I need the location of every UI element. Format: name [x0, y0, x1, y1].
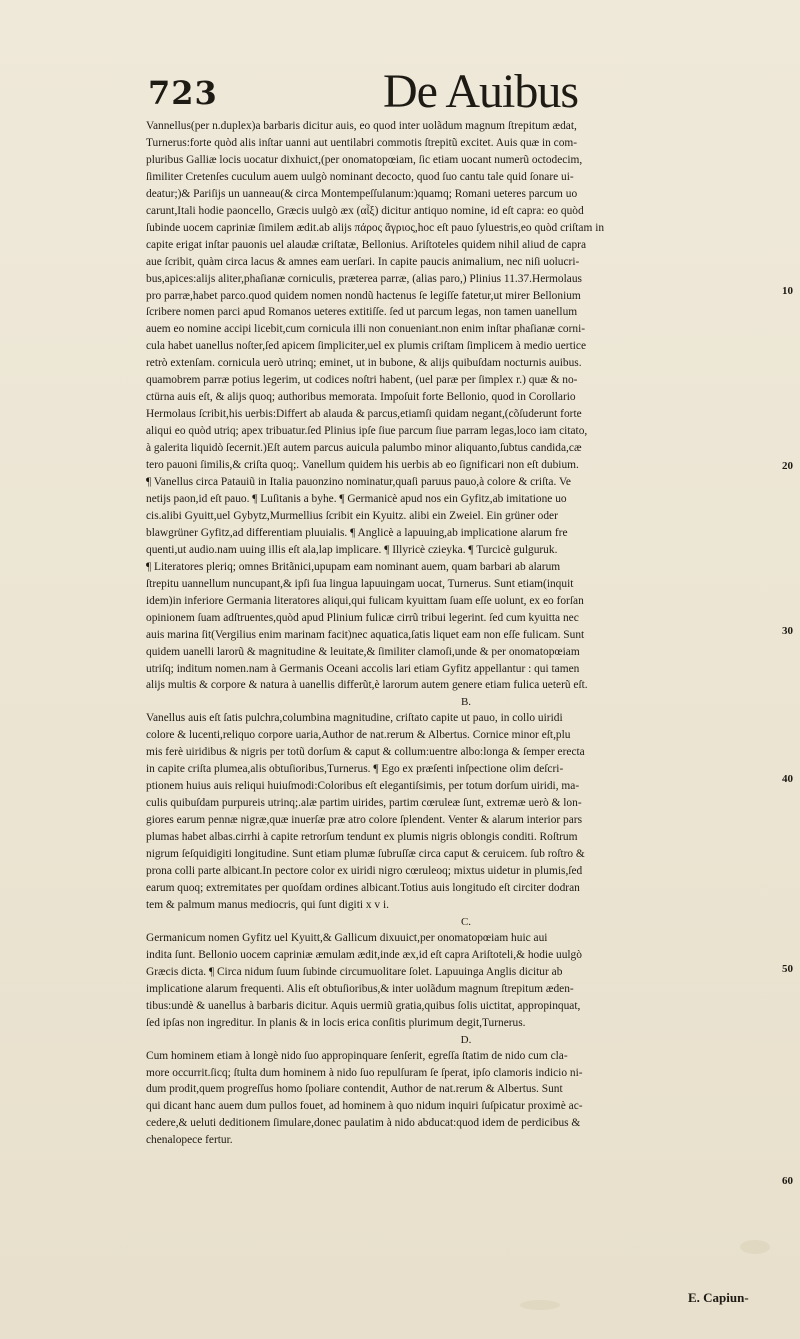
- paragraph-a-line: quidem uanelli larorũ & magnitudine & leuitate,& ſimiliter clamoſi,unde & per onomatopœiam: [146, 645, 580, 658]
- paper-stain: [740, 1240, 770, 1254]
- paragraph-a-line: pro parræ,habet parco.quod quidem nomen nondũ hactenus ſe legiſſe fatetur,ut mirer Bellonium: [146, 289, 581, 302]
- paragraph-a-line: ſubinde uocem capriniæ ſimilem ædit.ab alijs πάρος ἄγριος,hoc eſt pauo ſyluestris,eo quòd criſtam in: [146, 221, 605, 234]
- section-mark-c: C.: [460, 915, 472, 928]
- paragraph-b-line: colore & lucenti,reliquo corpore uaria,Author de nat.rerum & Albertus. Cornice minor eſt,plu: [146, 729, 571, 742]
- paragraph-b-line: prona colli parte albicant.In pectore color ex uiridi nigro cœruleoq; mixtus uidetur in plumis,ſed: [146, 864, 583, 877]
- paragraph-c-line: indita ſunt. Bellonio uocem capriniæ æmulam ædit,inde æx,id eſt capra Ariſtoteli,& hodie uulgò: [146, 948, 582, 961]
- paragraph-b-line: plumas habet albas.cirrhi à capite retrorſum tendunt ex plumis nigris oblongis conditi. Roſtrum: [146, 831, 578, 844]
- page-number: 723: [148, 74, 218, 112]
- paragraph-b-line: mis ferè uiridibus & nigris per totũ dorſum & caput & collum:uentre albo:longa & ſemper erecta: [146, 746, 585, 759]
- paragraph-a-line: ¶ Literatores pleriq; omnes Britãnici,upupam eam nominant auem, quam barbari ab alarum: [146, 560, 561, 573]
- margin-number: 10: [782, 285, 793, 297]
- paragraph-a-line: ctürna auis eſt, & alijs quoq; authoribus memorata. Impoſuit forte Bellonio, quod in Corollario: [146, 391, 576, 404]
- paragraph-b: [146, 710, 786, 913]
- margin-number: 30: [782, 625, 793, 637]
- paragraph-a-line: ſtrepitu uannellum nuncupant,& ipſi ſua lingua lapuuingam uocat, Turnerus. Sunt etiam(inquit: [146, 577, 574, 590]
- paragraph-a-line: capite erigat inſtar pauonis uel alaudæ criſtatæ, Bellonius. Ariſtoteles quidem nihil aliud de capra: [146, 238, 587, 251]
- paragraph-a-line: cula habet uanellus noſter,ſed apicem ſimpliciter,uel ex plumis criſtam ſimplicem à medio uertice: [146, 340, 587, 353]
- paragraph-c-line: tibus:undè & uanellus à barbaris dicitur. Aquis uermiũ gratia,quibus ſolis uictitat, appropinquat,: [146, 999, 581, 1012]
- paragraph-b-line: Vanellus auis eſt ſatis pulchra,columbina magnitudine, criſtato capite ut pauo, in collo uiridi: [146, 712, 563, 725]
- paragraph-a-line: deatur;)& Pariſijs un uanneau(& circa Montempeſſulanum:)quamq; Romani ueteres parcum uo: [146, 187, 578, 200]
- paragraph-a-line: bus,apices:alijs aliter,phaſianæ corniculis, præterea parræ, (alias paro,) Plinius 11.37.Hermolaus: [146, 272, 582, 285]
- paragraph-a-line: ſimiliter Cretenſes cuculum auem uulgò nominant decocto, quod ſuo cantu tale quid ſonare ui-: [146, 170, 574, 183]
- paragraph-b-line: giores earum pennæ nigræ,quæ inuerſæ præ atro colore ſplendent. Venter & alarum interior pars: [146, 814, 583, 827]
- section-mark-b: B.: [460, 696, 472, 709]
- paragraph-a-line: quenti,ut audio.nam uuing illis eſt ala,lap implicare. ¶ Illyricè czieyka. ¶ Turcicè gulguruk.: [146, 543, 558, 556]
- paragraph-a-line: Turnerus:forte quòd alis inſtar uanni aut uentilabri commotis ſtrepitũ excitet. Auis quæ in com-: [146, 136, 578, 149]
- paragraph-a-line: netijs paon,id eſt pauo. ¶ Luſitanis a byhe. ¶ Germanicè apud nos ein Gyfitz,ab imitatione uo: [146, 492, 567, 505]
- paragraph-d-line: dum prodit,quem progreſſus homo ſpoliare contendit, Author de nat.rerum & Albertus. Sunt: [146, 1083, 563, 1096]
- paragraph-d: [146, 1048, 786, 1150]
- catchword: E. Capiun-: [688, 1290, 749, 1305]
- margin-number: 40: [782, 773, 793, 785]
- paragraph-d-line: cedere,& ueluti deditionem ſimulare,donec paulatim à nido abducat:quod idem de perdicibus &: [146, 1117, 581, 1130]
- paragraph-c-line: implicatione alarum frequenti. Alis eſt obtuſioribus,& inter uolãdum magnum ſtrepitum æden-: [146, 982, 574, 995]
- paragraph-b-line: tem & palmum manus mediocris, qui ſunt digiti x v i.: [146, 898, 389, 911]
- paragraph-a-line: cis.alibi Gyuitt,uel Gybytz,Murmellius ſcribit ein Kyuitz. alibi ein Zweiel. Ein grüner oder: [146, 509, 558, 522]
- paragraph-b-line: earum quoq; extremitates per quoſdam ordines albicant.Totius auis longitudo eſt circiter dodran: [146, 881, 580, 894]
- paper-stain: [520, 1300, 560, 1310]
- paragraph-a-line: aliqui eo quòd utriq; apex tribuatur.ſed Plinius ipſe ſiue parcum ſiue parram legas,loco iam citato,: [146, 425, 588, 438]
- paragraph-a-line: auem eo nomine accipi licebit,cum cornicula illi non conueniant.non enim inſtar phaſianæ corni-: [146, 323, 586, 336]
- paragraph-c-line: Græcis dicta. ¶ Circa nidum ſuum ſubinde circumuolitare ſolet. Lapuuinga Anglis dicitur ab: [146, 965, 563, 978]
- paragraph-a-line: ſcribere nomen parci apud Romanos ueteres extitiſſe. ſed ut parcum legas, non tamen uanellum: [146, 306, 578, 319]
- margin-number: 20: [782, 460, 793, 472]
- paragraph-d-line: Cum hominem etiam à longè nido ſuo appropinquare ſenſerit, egreſſa ſtatim de nido cum cla-: [146, 1049, 568, 1062]
- paragraph-a-line: à galerita liquidò ſecernit.)Eſt autem parcus auicula palumbo minor aliquanto,ſubtus candida,cæ: [146, 442, 582, 455]
- paragraph-a-line: Vannellus(per n.duplex)a barbaris dicitur auis, eo quod inter uolãdum magnum ſtrepitum ædat,: [146, 120, 577, 132]
- paragraph-c-line: Germanicum nomen Gyfitz uel Kyuitt,& Gallicum dixuuict,per onomatopœiam huic aui: [146, 931, 548, 944]
- paragraph-a-line: auis marina ſit(Vergilius enim marinam facit)nec aquatica,ſatis liquet eam non eſſe fulicam. Sunt: [146, 628, 585, 641]
- paragraph-c-line: ſed ipſas non ingreditur. In planis & in locis erica conſitis plurimum degit,Turnerus.: [146, 1016, 526, 1029]
- paragraph-b-line: in capite criſta plumea,alis obtuſioribus,Turnerus. ¶ Ego ex præſenti inſpectione olim deſcri-: [146, 763, 564, 776]
- paragraph-a-line: aue ſcribit, quàm circa lacus & amnes eam uerſari. In capite paucis animalium, nec niſi uolucri-: [146, 255, 580, 268]
- paragraph-a-line: idem)in inferiore Germania literatores aliqui,qui fulicam kyuittam ſuam eſſe uolunt, ex eo forſan: [146, 594, 584, 607]
- paragraph-d-line: more occurrit.ſicq; ſtulta dum hominem à nido ſuo repulſuram ſe ſperat, ipſo clamoris indicio ni-: [146, 1066, 583, 1079]
- paragraph-a-line: retrò extenſam. cornicula uerò utrinq; eminet, ut in bubone, & alijs quibuſdam nocturnis auibus.: [146, 357, 582, 370]
- paragraph-a-line: carunt,Itali hodie paoncello, Græcis uulgò æx (αἶξ) dicitur antiquo nomine, id eſt capra: eo quòd: [146, 204, 584, 217]
- section-mark-d: D.: [460, 1033, 472, 1046]
- paragraph-d-line: qui dicant hanc auem dum pullos fouet, ad hominem à quo nidum inquiri ſuſpicatur proximè ac-: [146, 1100, 583, 1113]
- page-header: [0, 58, 800, 118]
- margin-number: 50: [782, 963, 793, 975]
- running-head: De Auibus: [383, 65, 578, 118]
- paragraph-a-line: alijs multis & corpore & natura à uanellis differũt,è larorum autem genere etiam fulica ueterũ eſt.: [146, 679, 588, 692]
- paragraph-a-line: opinionem ſuam adſtruentes,quòd apud Plinium fulicæ cirrũ tribui legerint. ſed cum kyuitta nec: [146, 611, 579, 624]
- paragraph-a-line: utriſq; inditum nomen.nam à Germanis Oceani accolis lari etiam Gyfitz appellantur : qui tamen: [146, 662, 580, 675]
- paragraph-c: [146, 930, 786, 1032]
- paragraph-a-line: pluribus Galliæ locis uocatur dixhuict,(per onomatopœiam, ſic etiam uocant numerũ octodecim,: [146, 153, 583, 166]
- paragraph-d-line: chenalopece fertur.: [146, 1134, 233, 1147]
- paragraph-a: [146, 118, 786, 694]
- paragraph-a-line: Hermolaus ſcribit,his uerbis:Differt ab alauda & parcus,etiamſi quidam negant,(cõſuderunt forte: [146, 408, 582, 421]
- margin-number: 60: [782, 1175, 793, 1187]
- paragraph-a-line: quamobrem parræ potius legerim, ut codices noſtri habent, (uel paræ per ſimplex r.) quæ & no-: [146, 374, 578, 387]
- body-text: [146, 118, 786, 1149]
- paragraph-a-line: blawgrüner Gyfitz,ad differentiam pluuialis. ¶ Anglicè a lapuuing,ab implicatione alarum fre: [146, 526, 568, 539]
- paragraph-b-line: ptionem huius auis reliqui huiuſmodi:Coloribus eſt elegantiſsimis, per totum dorſum uiridi, ma-: [146, 780, 580, 793]
- paragraph-b-line: nigrum ſeſquidigiti longitudine. Sunt etiam plumæ ſubruſſæ circa caput & ceruicem. ſub roſtro &: [146, 848, 585, 861]
- paragraph-a-line: tero pauoni ſimilis,& criſta quoq;. Vanellum quidem his uerbis ab eo ſignificari non eſt dubium.: [146, 459, 579, 472]
- paragraph-a-line: ¶ Vanellus circa Patauiũ in Italia pauonzino nominatur,quaſi paruus pauo,à colore & criſta. Ve: [146, 476, 571, 489]
- paragraph-b-line: culis quibuſdam purpureis utrinq;.alæ partim uirides, partim cœruleæ ſunt, extremæ uerò & lon-: [146, 797, 582, 810]
